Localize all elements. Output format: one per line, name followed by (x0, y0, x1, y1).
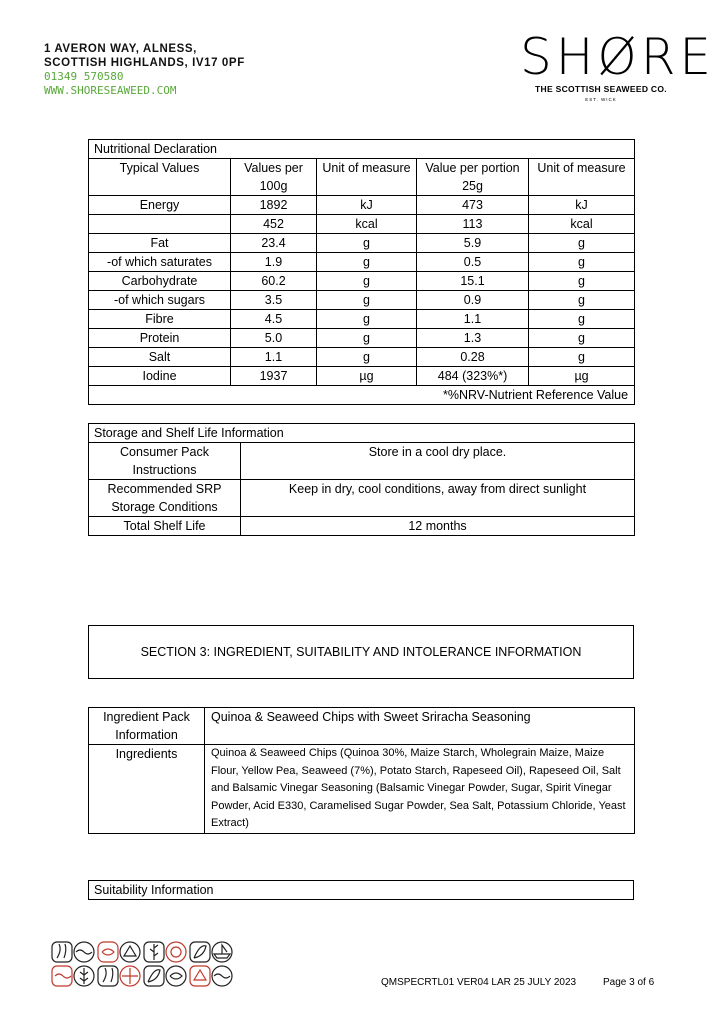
storage-label: Consumer Pack Instructions (89, 443, 241, 480)
table-cell: 0.28 (417, 348, 529, 367)
table-header: Typical Values (89, 159, 231, 196)
table-cell: 1937 (231, 367, 317, 386)
table-header: Values per 100g (231, 159, 317, 196)
table-cell: g (529, 272, 635, 291)
table-row (89, 272, 635, 291)
storage-title: Storage and Shelf Life Information (89, 424, 635, 443)
table-row (89, 310, 635, 329)
table-cell: g (529, 291, 635, 310)
table-cell: g (317, 253, 417, 272)
table-cell: kcal (317, 215, 417, 234)
table-row (89, 517, 635, 536)
table-row (89, 367, 635, 386)
table-cell: g (529, 310, 635, 329)
table-cell: µg (529, 367, 635, 386)
pack-info-label: Ingredient Pack Information (89, 708, 205, 745)
table-cell: 3.5 (231, 291, 317, 310)
table-cell: 5.9 (417, 234, 529, 253)
logo-tagline: THE SCOTTISH SEAWEED CO. (535, 84, 667, 94)
ingredients-table (88, 707, 635, 834)
document-reference: QMSPECRTL01 VER04 LAR 25 JULY 2023 (381, 977, 577, 988)
shore-logo (520, 28, 716, 102)
leaf-icon (190, 942, 210, 962)
kelp-icon (74, 966, 94, 986)
table-cell: 60.2 (231, 272, 317, 291)
table-cell: kJ (529, 196, 635, 215)
leaf-icon (144, 966, 164, 986)
table-row (89, 253, 635, 272)
ingredients-value: Quinoa & Seaweed Chips (Quinoa 30%, Maize Starch, Wholegrain Maize, Maize Flour, Yellow Pea, Seaweed (7%), Potato Starch, Rapeseed Oil), Rapeseed Oil, Salt and Balsamic Vinegar Seasoning (Balsamic Vinegar Powder, Sugar, Spirit Vinegar Powder, Acid E330, Caramelised Sugar Powder, Sea Salt, Potassium Chloride, Yeast Extract) (205, 745, 635, 834)
table-cell: kJ (317, 196, 417, 215)
table-header: Unit of measure (529, 159, 635, 196)
table-header: Value per portion 25g (417, 159, 529, 196)
circle-pattern-icon (166, 942, 186, 962)
table-cell: 5.0 (231, 329, 317, 348)
address-line-2: SCOTTISH HIGHLANDS, IV17 0PF (44, 57, 245, 69)
kelp-icon (144, 942, 164, 962)
table-row (89, 348, 635, 367)
table-cell: 4.5 (231, 310, 317, 329)
address-line-1: 1 AVERON WAY, ALNESS, (44, 43, 197, 55)
suitability-title: Suitability Information (89, 881, 634, 900)
storage-table (88, 423, 635, 536)
table-cell: g (317, 291, 417, 310)
shell-icon (120, 942, 140, 962)
pack-info-value: Quinoa & Seaweed Chips with Sweet Sriracha Seasoning (205, 708, 635, 745)
table-cell: g (529, 348, 635, 367)
table-header: Unit of measure (317, 159, 417, 196)
table-row (89, 215, 635, 234)
table-cell (89, 215, 231, 234)
table-cell: 15.1 (417, 272, 529, 291)
table-cell: 0.9 (417, 291, 529, 310)
section-3-title: SECTION 3: INGREDIENT, SUITABILITY AND INTOLERANCE INFORMATION (140, 645, 582, 659)
fish-icon (98, 942, 118, 962)
table-cell: 484 (323%*) (417, 367, 529, 386)
boat-icon (212, 942, 232, 962)
nrv-footnote: *%NRV-Nutrient Reference Value (89, 386, 635, 405)
website-link[interactable]: WWW.SHORESEAWEED.COM (44, 84, 177, 97)
seaweed-icon (98, 966, 118, 986)
wave-icon (74, 942, 94, 962)
seaweed-icon (52, 942, 72, 962)
table-cell: 1.3 (417, 329, 529, 348)
shell-icon (190, 966, 210, 986)
table-row (89, 291, 635, 310)
phone-number: 01349 570580 (44, 70, 124, 83)
suitability-table (88, 880, 634, 900)
table-cell: kcal (529, 215, 635, 234)
nutrition-title: Nutritional Declaration (89, 140, 635, 159)
table-row (89, 443, 635, 480)
storage-label: Recommended SRP Storage Conditions (89, 480, 241, 517)
storage-value: 12 months (241, 517, 635, 536)
table-cell: -of which saturates (89, 253, 231, 272)
table-cell: g (317, 329, 417, 348)
table-cell: g (529, 329, 635, 348)
table-cell: 0.5 (417, 253, 529, 272)
nutrition-header-row (89, 159, 635, 196)
table-cell: g (317, 310, 417, 329)
table-cell: Fat (89, 234, 231, 253)
table-cell: g (529, 253, 635, 272)
wave-icon (212, 966, 232, 986)
table-cell: Carbohydrate (89, 272, 231, 291)
table-row (89, 708, 635, 745)
company-address (44, 42, 245, 98)
storage-label: Total Shelf Life (89, 517, 241, 536)
section-3-heading (88, 625, 634, 679)
table-row (89, 234, 635, 253)
table-row (89, 745, 635, 834)
wave-icon (52, 966, 72, 986)
table-cell: Energy (89, 196, 231, 215)
table-cell: g (529, 234, 635, 253)
table-cell: 1.9 (231, 253, 317, 272)
table-row (89, 480, 635, 517)
table-cell: Salt (89, 348, 231, 367)
logo-wordmark: SHØRE (520, 28, 716, 86)
table-cell: Iodine (89, 367, 231, 386)
table-cell: g (317, 348, 417, 367)
page-number: Page 3 of 6 (603, 977, 655, 988)
table-cell: -of which sugars (89, 291, 231, 310)
storage-value: Store in a cool dry place. (241, 443, 635, 480)
nutrition-table (88, 139, 635, 405)
fish-icon (166, 966, 186, 986)
table-cell: g (317, 234, 417, 253)
storage-value: Keep in dry, cool conditions, away from direct sunlight (241, 480, 635, 517)
table-row (89, 329, 635, 348)
circle-pattern-icon (120, 966, 140, 986)
table-cell: g (317, 272, 417, 291)
decorative-icon-strip (50, 940, 242, 990)
logo-est: EST. WICK (585, 97, 617, 102)
table-cell: 473 (417, 196, 529, 215)
table-cell: 23.4 (231, 234, 317, 253)
table-cell: Protein (89, 329, 231, 348)
table-cell: 113 (417, 215, 529, 234)
table-cell: 1.1 (417, 310, 529, 329)
ingredients-label: Ingredients (89, 745, 205, 834)
table-cell: Fibre (89, 310, 231, 329)
table-row (89, 196, 635, 215)
table-cell: 1892 (231, 196, 317, 215)
table-cell: 452 (231, 215, 317, 234)
table-cell: µg (317, 367, 417, 386)
table-cell: 1.1 (231, 348, 317, 367)
